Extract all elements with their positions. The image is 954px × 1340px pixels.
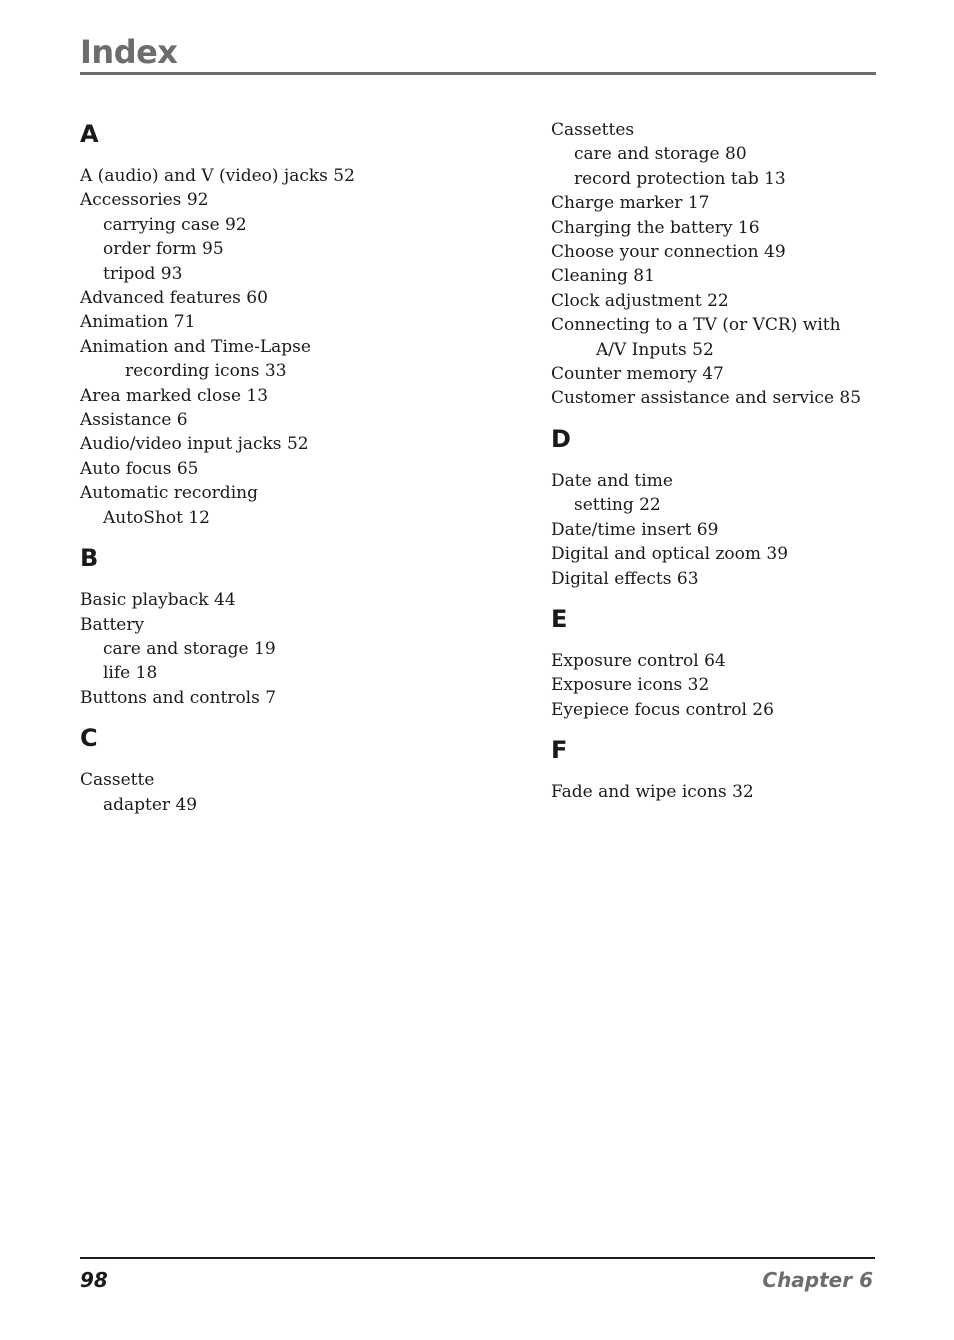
index-subentry: care and storage 19 (103, 638, 276, 659)
index-entry: Buttons and controls 7 (80, 687, 277, 708)
index-subentry: order form 95 (103, 239, 224, 260)
index-continued-c-entries (551, 118, 951, 411)
index-entry: Clock adjustment 22 (551, 290, 729, 311)
index-entry: Digital effects 63 (551, 568, 699, 589)
index-entry-list (80, 164, 520, 530)
index-entry-list (551, 780, 951, 804)
index-entry: Cleaning 81 (551, 266, 655, 287)
index-entry: Counter memory 47 (551, 364, 724, 385)
index-entry: Digital and optical zoom 39 (551, 544, 789, 565)
index-entry: Fade and wipe icons 32 (551, 782, 754, 803)
title-rule (80, 72, 876, 75)
index-subentry: recording icons 33 (125, 361, 287, 382)
section-letter: B (80, 544, 99, 573)
index-entry: Charging the battery 16 (551, 217, 760, 238)
index-entry: Eyepiece focus control 26 (551, 699, 774, 720)
index-entry-list (80, 768, 520, 817)
section-letter: C (80, 724, 98, 753)
footer-rule (80, 1257, 875, 1259)
index-entry-list (80, 588, 520, 710)
index-entry: Customer assistance and service 85 (551, 388, 862, 409)
index-entry: Automatic recording (80, 483, 258, 504)
index-entry: Animation and Time-Lapse (80, 336, 311, 357)
index-subentry: A/V Inputs 52 (596, 339, 714, 360)
index-entry: Area marked close 13 (80, 385, 269, 406)
index-entry: A (audio) and V (video) jacks 52 (80, 166, 355, 186)
index-entry: Date and time (551, 470, 673, 491)
index-entry: Cassettes (551, 120, 635, 140)
section-letter: F (551, 736, 568, 765)
index-entry: Battery (80, 614, 145, 635)
index-subentry: setting 22 (574, 495, 661, 516)
index-section-e (551, 603, 951, 722)
section-letter: D (551, 424, 571, 453)
index-section-d (551, 423, 951, 591)
index-entry-list (551, 649, 951, 722)
index-subentry: record protection tab 13 (574, 168, 786, 189)
index-entry: Accessories 92 (80, 190, 209, 211)
footer-page-number: 98 (80, 1268, 108, 1292)
index-section-f (551, 734, 951, 804)
index-entry: Cassette (80, 770, 155, 791)
index-entry: Animation 71 (80, 312, 196, 333)
footer-chapter-label: Chapter 6 (762, 1268, 873, 1292)
index-entry: Assistance 6 (80, 410, 188, 431)
index-section-c (80, 722, 520, 817)
index-entry: Choose your connection 49 (551, 242, 786, 263)
index-subentry: tripod 93 (103, 263, 183, 284)
index-subentry: care and storage 80 (574, 144, 747, 165)
index-column-right (551, 118, 951, 817)
index-section-b (80, 542, 520, 710)
index-subentry: AutoShot 12 (103, 507, 210, 528)
index-column-left (80, 118, 520, 829)
index-subentry: adapter 49 (103, 794, 198, 815)
index-entry: Advanced features 60 (80, 288, 268, 309)
index-entry: Exposure icons 32 (551, 675, 710, 696)
index-entry: Basic playback 44 (80, 590, 236, 611)
index-entry-list (551, 469, 951, 591)
section-letter: E (551, 604, 568, 633)
index-section-a (80, 118, 520, 530)
index-entry: Exposure control 64 (551, 650, 726, 671)
index-entry: Charge marker 17 (551, 193, 710, 214)
index-entry: Date/time insert 69 (551, 519, 719, 540)
index-subentry: life 18 (103, 663, 158, 684)
index-entry: Audio/video input jacks 52 (80, 434, 309, 455)
index-subentry: carrying case 92 (103, 214, 247, 235)
section-letter: A (80, 120, 99, 148)
index-entry: Auto focus 65 (80, 458, 199, 479)
page-title: Index (80, 33, 178, 71)
index-entry: Connecting to a TV (or VCR) with (551, 315, 841, 336)
